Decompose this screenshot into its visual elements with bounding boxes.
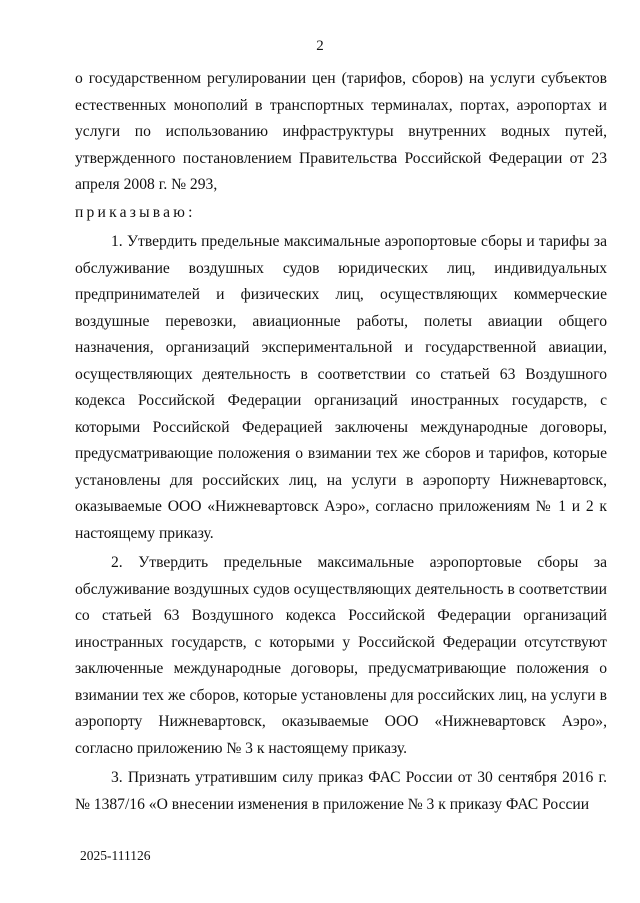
document-body	[75, 66, 607, 818]
order-item-2: 2. Утвердить предельные максимальные аэропортовые сборы за обслуживание воздушных судов осуществляющих деятельность в соответствии со статьей 63 Воздушного кодекса Российской Федерации организаций иностранных государств, с которыми у Российской Федерации отсутствуют заключенные международные договоры, предусматривающие положения о взимании тех же сборов, которые установлены для российских лиц, на услуги в аэропорту Нижневартовск, оказываемые ООО «Нижневартовск Аэро», согласно приложению № 3 к настоящему приказу.	[75, 554, 607, 757]
order-item-1: 1. Утвердить предельные максимальные аэропортовые сборы и тарифы за обслуживание воздушных судов юридических лиц, индивидуальных предпринимателей и физических лиц, осуществляющих коммерческие воздушные перевозки, авиационные работы, полеты авиации общего назначения, организаций экспериментальной и государственной авиации, осуществляющих деятельность в соответствии со статьей 63 Воздушного кодекса Российской Федерации организаций иностранных государств, с которыми Российской Федерацией заключены международные договоры, предусматривающие положения о взимании тех же сборов и тарифов, которые установлены для российских лиц, на услуги в аэропорту Нижневартовск, оказываемые ООО «Нижневартовск Аэро», согласно приложениям № 1 и 2 к настоящему приказу.	[75, 233, 607, 542]
intro-paragraph: о государственном регулировании цен (тарифов, сборов) на услуги субъектов естественных монополий в транспортных терминалах, портах, аэропортах и услуги по использованию инфраструктуры внутренних водных путей, утвержденного постановлением Правительства Российской Федерации от 23 апреля 2008 г. № 293,	[75, 70, 607, 193]
order-item-3: 3. Признать утратившим силу приказ ФАС России от 30 сентября 2016 г. № 1387/16 «О внесении изменения в приложение № 3 к приказу ФАС России	[75, 769, 607, 813]
document-code: 2025-111126	[80, 848, 151, 863]
page-number: 2	[316, 38, 324, 54]
order-directive: приказываю:	[75, 203, 196, 221]
